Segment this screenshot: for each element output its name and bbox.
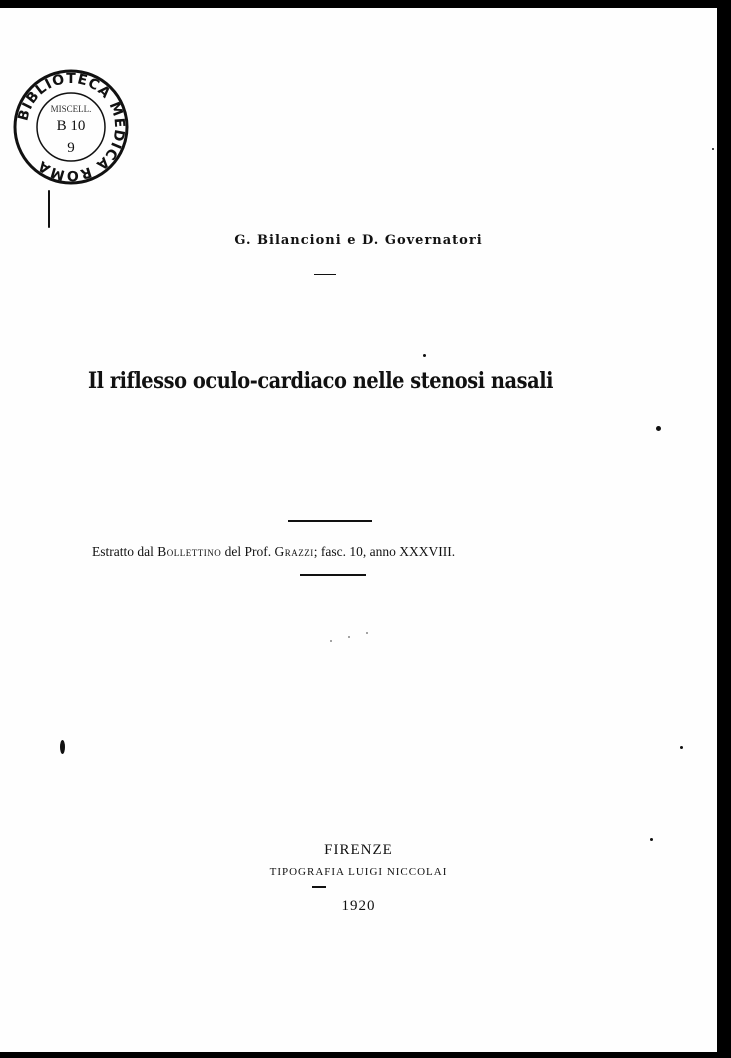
printer-name: TIPOGRAFIA LUIGI NICCOLAI [269, 866, 448, 878]
ink-speck [712, 148, 714, 150]
publication-city: FIRENZE [324, 842, 393, 858]
divider-small [312, 886, 326, 888]
ink-speck [366, 632, 368, 634]
extract-prefix: Estratto dal [92, 544, 158, 559]
divider-lower [300, 574, 366, 576]
extract-mid: del Prof. [221, 544, 275, 559]
journal-name: Bollettino [157, 544, 222, 559]
ink-blot [60, 740, 65, 754]
ink-speck [423, 354, 426, 357]
ink-mark [48, 190, 50, 228]
stamp-line-3: 9 [67, 140, 75, 156]
library-stamp [12, 68, 130, 186]
ink-speck [330, 640, 332, 642]
divider [314, 274, 336, 275]
ink-speck [348, 636, 350, 638]
stamp-line-1: MISCELL. [50, 104, 92, 114]
publication-year: 1920 [341, 898, 376, 914]
ink-speck [656, 426, 661, 431]
authors: G. Bilancioni e D. Governatori [234, 233, 483, 248]
ink-speck [680, 746, 683, 749]
scan-edge [717, 0, 731, 1058]
document-title: Il riflesso oculo-cardiaco nelle stenosi nasali [88, 368, 554, 394]
stamp-ring-text: BIBLIOTECA MEDICA ROMA [15, 70, 128, 184]
divider-upper [288, 520, 372, 522]
document-page [0, 8, 717, 1052]
ink-speck [650, 838, 653, 841]
extract-line [92, 544, 455, 560]
editor-name: Grazzi [274, 544, 314, 559]
stamp-line-2: B 10 [56, 118, 86, 134]
extract-suffix: ; fasc. 10, anno XXXVIII. [313, 544, 456, 559]
